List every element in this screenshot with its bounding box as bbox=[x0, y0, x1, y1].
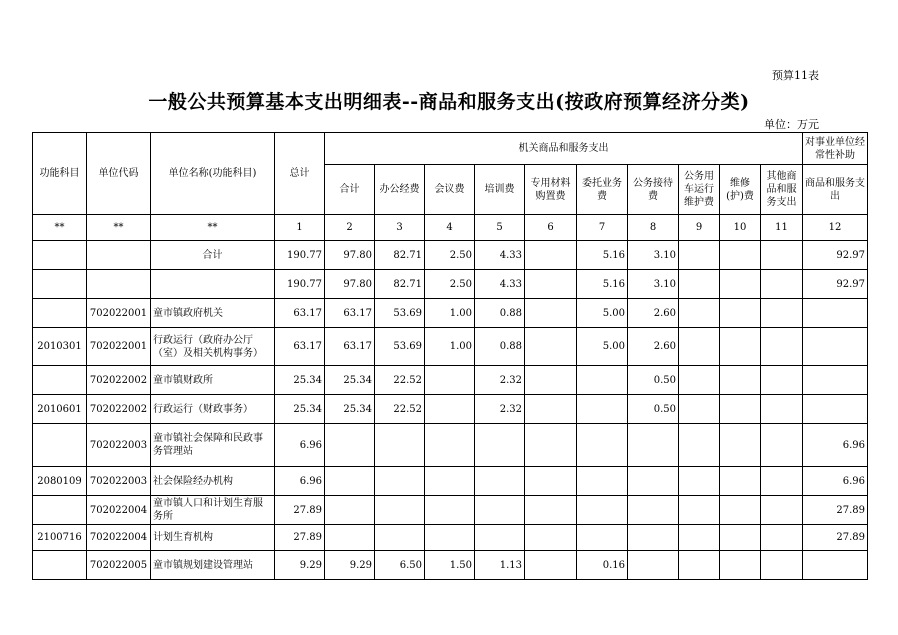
table-cell bbox=[525, 270, 577, 299]
table-cell bbox=[425, 424, 475, 467]
table-cell: 190.77 bbox=[275, 241, 325, 270]
table-cell bbox=[33, 299, 87, 328]
table-cell bbox=[525, 395, 577, 424]
table-cell bbox=[475, 467, 525, 496]
table-cell: 702022004 bbox=[87, 496, 151, 525]
column-index-cell: 10 bbox=[720, 215, 761, 241]
table-cell: 计划生育机构 bbox=[151, 525, 275, 551]
table-cell bbox=[679, 467, 720, 496]
table-cell bbox=[761, 551, 803, 580]
table-cell: 2.60 bbox=[628, 328, 679, 366]
table-cell bbox=[628, 551, 679, 580]
table-row bbox=[33, 328, 868, 366]
header-col: 维修(护)费 bbox=[720, 165, 761, 215]
table-cell: 25.34 bbox=[275, 366, 325, 395]
table-cell: 53.69 bbox=[375, 328, 425, 366]
document-number: 预算11表 bbox=[772, 69, 819, 82]
column-index-cell: 2 bbox=[325, 215, 375, 241]
table-cell bbox=[720, 299, 761, 328]
column-index-cell: 5 bbox=[475, 215, 525, 241]
table-cell bbox=[679, 395, 720, 424]
table-cell: 702022004 bbox=[87, 525, 151, 551]
table-cell bbox=[679, 328, 720, 366]
table-cell bbox=[720, 525, 761, 551]
column-index-cell: ** bbox=[33, 215, 87, 241]
header-col: 委托业务费 bbox=[577, 165, 628, 215]
table-cell bbox=[679, 496, 720, 525]
header-col: 会议费 bbox=[425, 165, 475, 215]
column-index-cell: 7 bbox=[577, 215, 628, 241]
table-cell: 6.96 bbox=[803, 424, 868, 467]
table-cell: 3.10 bbox=[628, 241, 679, 270]
table-cell: 22.52 bbox=[375, 395, 425, 424]
table-cell bbox=[577, 525, 628, 551]
column-index-cell: ** bbox=[87, 215, 151, 241]
table-cell bbox=[577, 467, 628, 496]
table-cell bbox=[761, 467, 803, 496]
table-cell bbox=[720, 424, 761, 467]
table-cell bbox=[720, 496, 761, 525]
table-cell bbox=[525, 551, 577, 580]
table-cell: 合计 bbox=[151, 241, 275, 270]
table-cell: 63.17 bbox=[325, 299, 375, 328]
column-index-cell: 12 bbox=[803, 215, 868, 241]
table-cell bbox=[679, 241, 720, 270]
table-cell: 行政运行（财政事务） bbox=[151, 395, 275, 424]
table-cell: 1.50 bbox=[425, 551, 475, 580]
table-row bbox=[33, 496, 868, 525]
table-cell: 63.17 bbox=[275, 328, 325, 366]
table-cell: 童市镇财政所 bbox=[151, 366, 275, 395]
table-cell bbox=[679, 299, 720, 328]
column-index-cell: 6 bbox=[525, 215, 577, 241]
header-unit-code: 单位代码 bbox=[87, 133, 151, 215]
table-cell bbox=[628, 525, 679, 551]
table-cell bbox=[577, 424, 628, 467]
header-group-org: 机关商品和服务支出 bbox=[325, 133, 803, 165]
table-cell bbox=[628, 496, 679, 525]
table-cell: 2.60 bbox=[628, 299, 679, 328]
table-cell bbox=[375, 525, 425, 551]
table-cell: 702022003 bbox=[87, 424, 151, 467]
table-cell bbox=[720, 395, 761, 424]
table-cell: 2010301 bbox=[33, 328, 87, 366]
table-row bbox=[33, 241, 868, 270]
table-cell bbox=[761, 270, 803, 299]
table-cell: 27.89 bbox=[275, 496, 325, 525]
table-cell bbox=[720, 467, 761, 496]
table-cell: 6.96 bbox=[275, 424, 325, 467]
table-cell: 82.71 bbox=[375, 270, 425, 299]
table-cell: 190.77 bbox=[275, 270, 325, 299]
header-col: 办公经费 bbox=[375, 165, 425, 215]
table-cell: 25.34 bbox=[325, 395, 375, 424]
table-cell: 6.96 bbox=[275, 467, 325, 496]
table-cell bbox=[720, 551, 761, 580]
table-cell bbox=[761, 525, 803, 551]
table-cell bbox=[33, 551, 87, 580]
table-cell: 童市镇人口和计划生育服务所 bbox=[151, 496, 275, 525]
table-cell: 6.96 bbox=[803, 467, 868, 496]
table-row bbox=[33, 270, 868, 299]
table-cell bbox=[525, 366, 577, 395]
table-cell: 2.50 bbox=[425, 270, 475, 299]
column-index-row bbox=[33, 215, 868, 241]
table-cell bbox=[151, 270, 275, 299]
header-col: 商品和服务支出 bbox=[803, 165, 868, 215]
table-cell: 0.88 bbox=[475, 328, 525, 366]
header-func-code: 功能科目 bbox=[33, 133, 87, 215]
table-cell: 97.80 bbox=[325, 241, 375, 270]
header-col: 公务用车运行维护费 bbox=[679, 165, 720, 215]
table-cell: 0.88 bbox=[475, 299, 525, 328]
header-col: 其他商品和服务支出 bbox=[761, 165, 803, 215]
table-cell bbox=[761, 299, 803, 328]
table-cell bbox=[475, 525, 525, 551]
table-cell bbox=[720, 328, 761, 366]
header-total: 总计 bbox=[275, 133, 325, 215]
table-cell bbox=[525, 241, 577, 270]
column-index-cell: 11 bbox=[761, 215, 803, 241]
table-cell: 5.16 bbox=[577, 270, 628, 299]
table-cell bbox=[761, 366, 803, 395]
table-cell bbox=[525, 299, 577, 328]
column-index-cell: 4 bbox=[425, 215, 475, 241]
table-cell bbox=[720, 270, 761, 299]
table-cell: 92.97 bbox=[803, 241, 868, 270]
table-cell: 2010601 bbox=[33, 395, 87, 424]
table-cell bbox=[803, 366, 868, 395]
table-cell: 0.50 bbox=[628, 395, 679, 424]
table-cell: 5.00 bbox=[577, 299, 628, 328]
table-cell bbox=[525, 525, 577, 551]
table-cell bbox=[325, 467, 375, 496]
table-cell bbox=[425, 467, 475, 496]
table-cell bbox=[375, 467, 425, 496]
table-row bbox=[33, 395, 868, 424]
table-cell bbox=[679, 424, 720, 467]
column-index-cell: 1 bbox=[275, 215, 325, 241]
table-cell bbox=[87, 270, 151, 299]
table-cell: 53.69 bbox=[375, 299, 425, 328]
expenditure-table bbox=[32, 132, 868, 580]
table-cell bbox=[761, 241, 803, 270]
table-cell bbox=[425, 525, 475, 551]
table-cell bbox=[761, 328, 803, 366]
table-cell: 2.32 bbox=[475, 366, 525, 395]
table-cell bbox=[425, 366, 475, 395]
table-row bbox=[33, 551, 868, 580]
table-cell: 童市镇社会保障和民政事务管理站 bbox=[151, 424, 275, 467]
table-cell bbox=[628, 467, 679, 496]
table-cell bbox=[375, 424, 425, 467]
column-index-cell: 8 bbox=[628, 215, 679, 241]
table-cell bbox=[325, 424, 375, 467]
table-row bbox=[33, 525, 868, 551]
table-cell bbox=[325, 496, 375, 525]
table-cell bbox=[577, 496, 628, 525]
table-cell bbox=[475, 424, 525, 467]
table-cell: 9.29 bbox=[275, 551, 325, 580]
table-cell bbox=[761, 395, 803, 424]
header-col: 专用材料购置费 bbox=[525, 165, 577, 215]
table-cell bbox=[525, 496, 577, 525]
table-cell bbox=[803, 551, 868, 580]
table-cell: 27.89 bbox=[275, 525, 325, 551]
table-cell: 82.71 bbox=[375, 241, 425, 270]
table-cell bbox=[628, 424, 679, 467]
table-cell bbox=[577, 366, 628, 395]
table-cell bbox=[720, 366, 761, 395]
table-cell: 63.17 bbox=[325, 328, 375, 366]
table-cell: 2080109 bbox=[33, 467, 87, 496]
table-cell: 0.50 bbox=[628, 366, 679, 395]
header-col: 合计 bbox=[325, 165, 375, 215]
table-cell bbox=[87, 241, 151, 270]
column-index-cell: 3 bbox=[375, 215, 425, 241]
table-cell: 4.33 bbox=[475, 270, 525, 299]
table-cell bbox=[425, 496, 475, 525]
table-cell bbox=[425, 395, 475, 424]
column-index-cell: 9 bbox=[679, 215, 720, 241]
table-row bbox=[33, 366, 868, 395]
table-cell: 5.00 bbox=[577, 328, 628, 366]
table-cell bbox=[761, 424, 803, 467]
table-cell: 4.33 bbox=[475, 241, 525, 270]
table-cell: 2100716 bbox=[33, 525, 87, 551]
table-cell: 702022001 bbox=[87, 328, 151, 366]
table-cell bbox=[679, 525, 720, 551]
table-cell bbox=[803, 328, 868, 366]
table-row bbox=[33, 467, 868, 496]
table-cell bbox=[525, 424, 577, 467]
table-cell bbox=[475, 496, 525, 525]
table-cell: 702022002 bbox=[87, 366, 151, 395]
table-cell bbox=[679, 270, 720, 299]
table-cell bbox=[577, 395, 628, 424]
table-cell: 社会保险经办机构 bbox=[151, 467, 275, 496]
table-cell: 1.13 bbox=[475, 551, 525, 580]
table-cell bbox=[33, 424, 87, 467]
table-cell bbox=[525, 328, 577, 366]
table-cell: 25.34 bbox=[275, 395, 325, 424]
table-cell: 702022002 bbox=[87, 395, 151, 424]
table-cell: 9.29 bbox=[325, 551, 375, 580]
table-cell bbox=[33, 241, 87, 270]
table-cell: 1.00 bbox=[425, 328, 475, 366]
table-cell: 6.50 bbox=[375, 551, 425, 580]
page-title: 一般公共预算基本支出明细表--商品和服务支出(按政府预算经济分类) bbox=[148, 91, 750, 113]
table-cell: 0.16 bbox=[577, 551, 628, 580]
column-index-cell: ** bbox=[151, 215, 275, 241]
table-cell: 童市镇政府机关 bbox=[151, 299, 275, 328]
table-cell: 63.17 bbox=[275, 299, 325, 328]
table-cell bbox=[720, 241, 761, 270]
table-cell bbox=[679, 366, 720, 395]
header-col: 公务接待费 bbox=[628, 165, 679, 215]
table-cell: 25.34 bbox=[325, 366, 375, 395]
table-cell: 27.89 bbox=[803, 496, 868, 525]
table-cell bbox=[525, 467, 577, 496]
table-cell bbox=[33, 270, 87, 299]
table-cell bbox=[33, 496, 87, 525]
header-unit-name: 单位名称(功能科目) bbox=[151, 133, 275, 215]
table-cell: 27.89 bbox=[803, 525, 868, 551]
table-cell: 2.50 bbox=[425, 241, 475, 270]
table-cell bbox=[325, 525, 375, 551]
table-cell: 5.16 bbox=[577, 241, 628, 270]
table-cell: 97.80 bbox=[325, 270, 375, 299]
table-cell: 行政运行（政府办公厅（室）及相关机构事务） bbox=[151, 328, 275, 366]
header-col: 培训费 bbox=[475, 165, 525, 215]
table-cell: 702022005 bbox=[87, 551, 151, 580]
table-cell: 92.97 bbox=[803, 270, 868, 299]
table-row bbox=[33, 424, 868, 467]
table-cell bbox=[679, 551, 720, 580]
table-cell bbox=[761, 496, 803, 525]
table-cell bbox=[375, 496, 425, 525]
table-cell: 702022003 bbox=[87, 467, 151, 496]
table-cell: 2.32 bbox=[475, 395, 525, 424]
header-group-sub: 对事业单位经常性补助 bbox=[803, 133, 868, 165]
table-cell bbox=[803, 395, 868, 424]
table-cell bbox=[803, 299, 868, 328]
table-cell: 3.10 bbox=[628, 270, 679, 299]
table-cell bbox=[33, 366, 87, 395]
table-cell: 1.00 bbox=[425, 299, 475, 328]
table-cell: 22.52 bbox=[375, 366, 425, 395]
unit-label: 单位：万元 bbox=[764, 118, 819, 131]
table-cell: 童市镇规划建设管理站 bbox=[151, 551, 275, 580]
table-row bbox=[33, 299, 868, 328]
table-cell: 702022001 bbox=[87, 299, 151, 328]
